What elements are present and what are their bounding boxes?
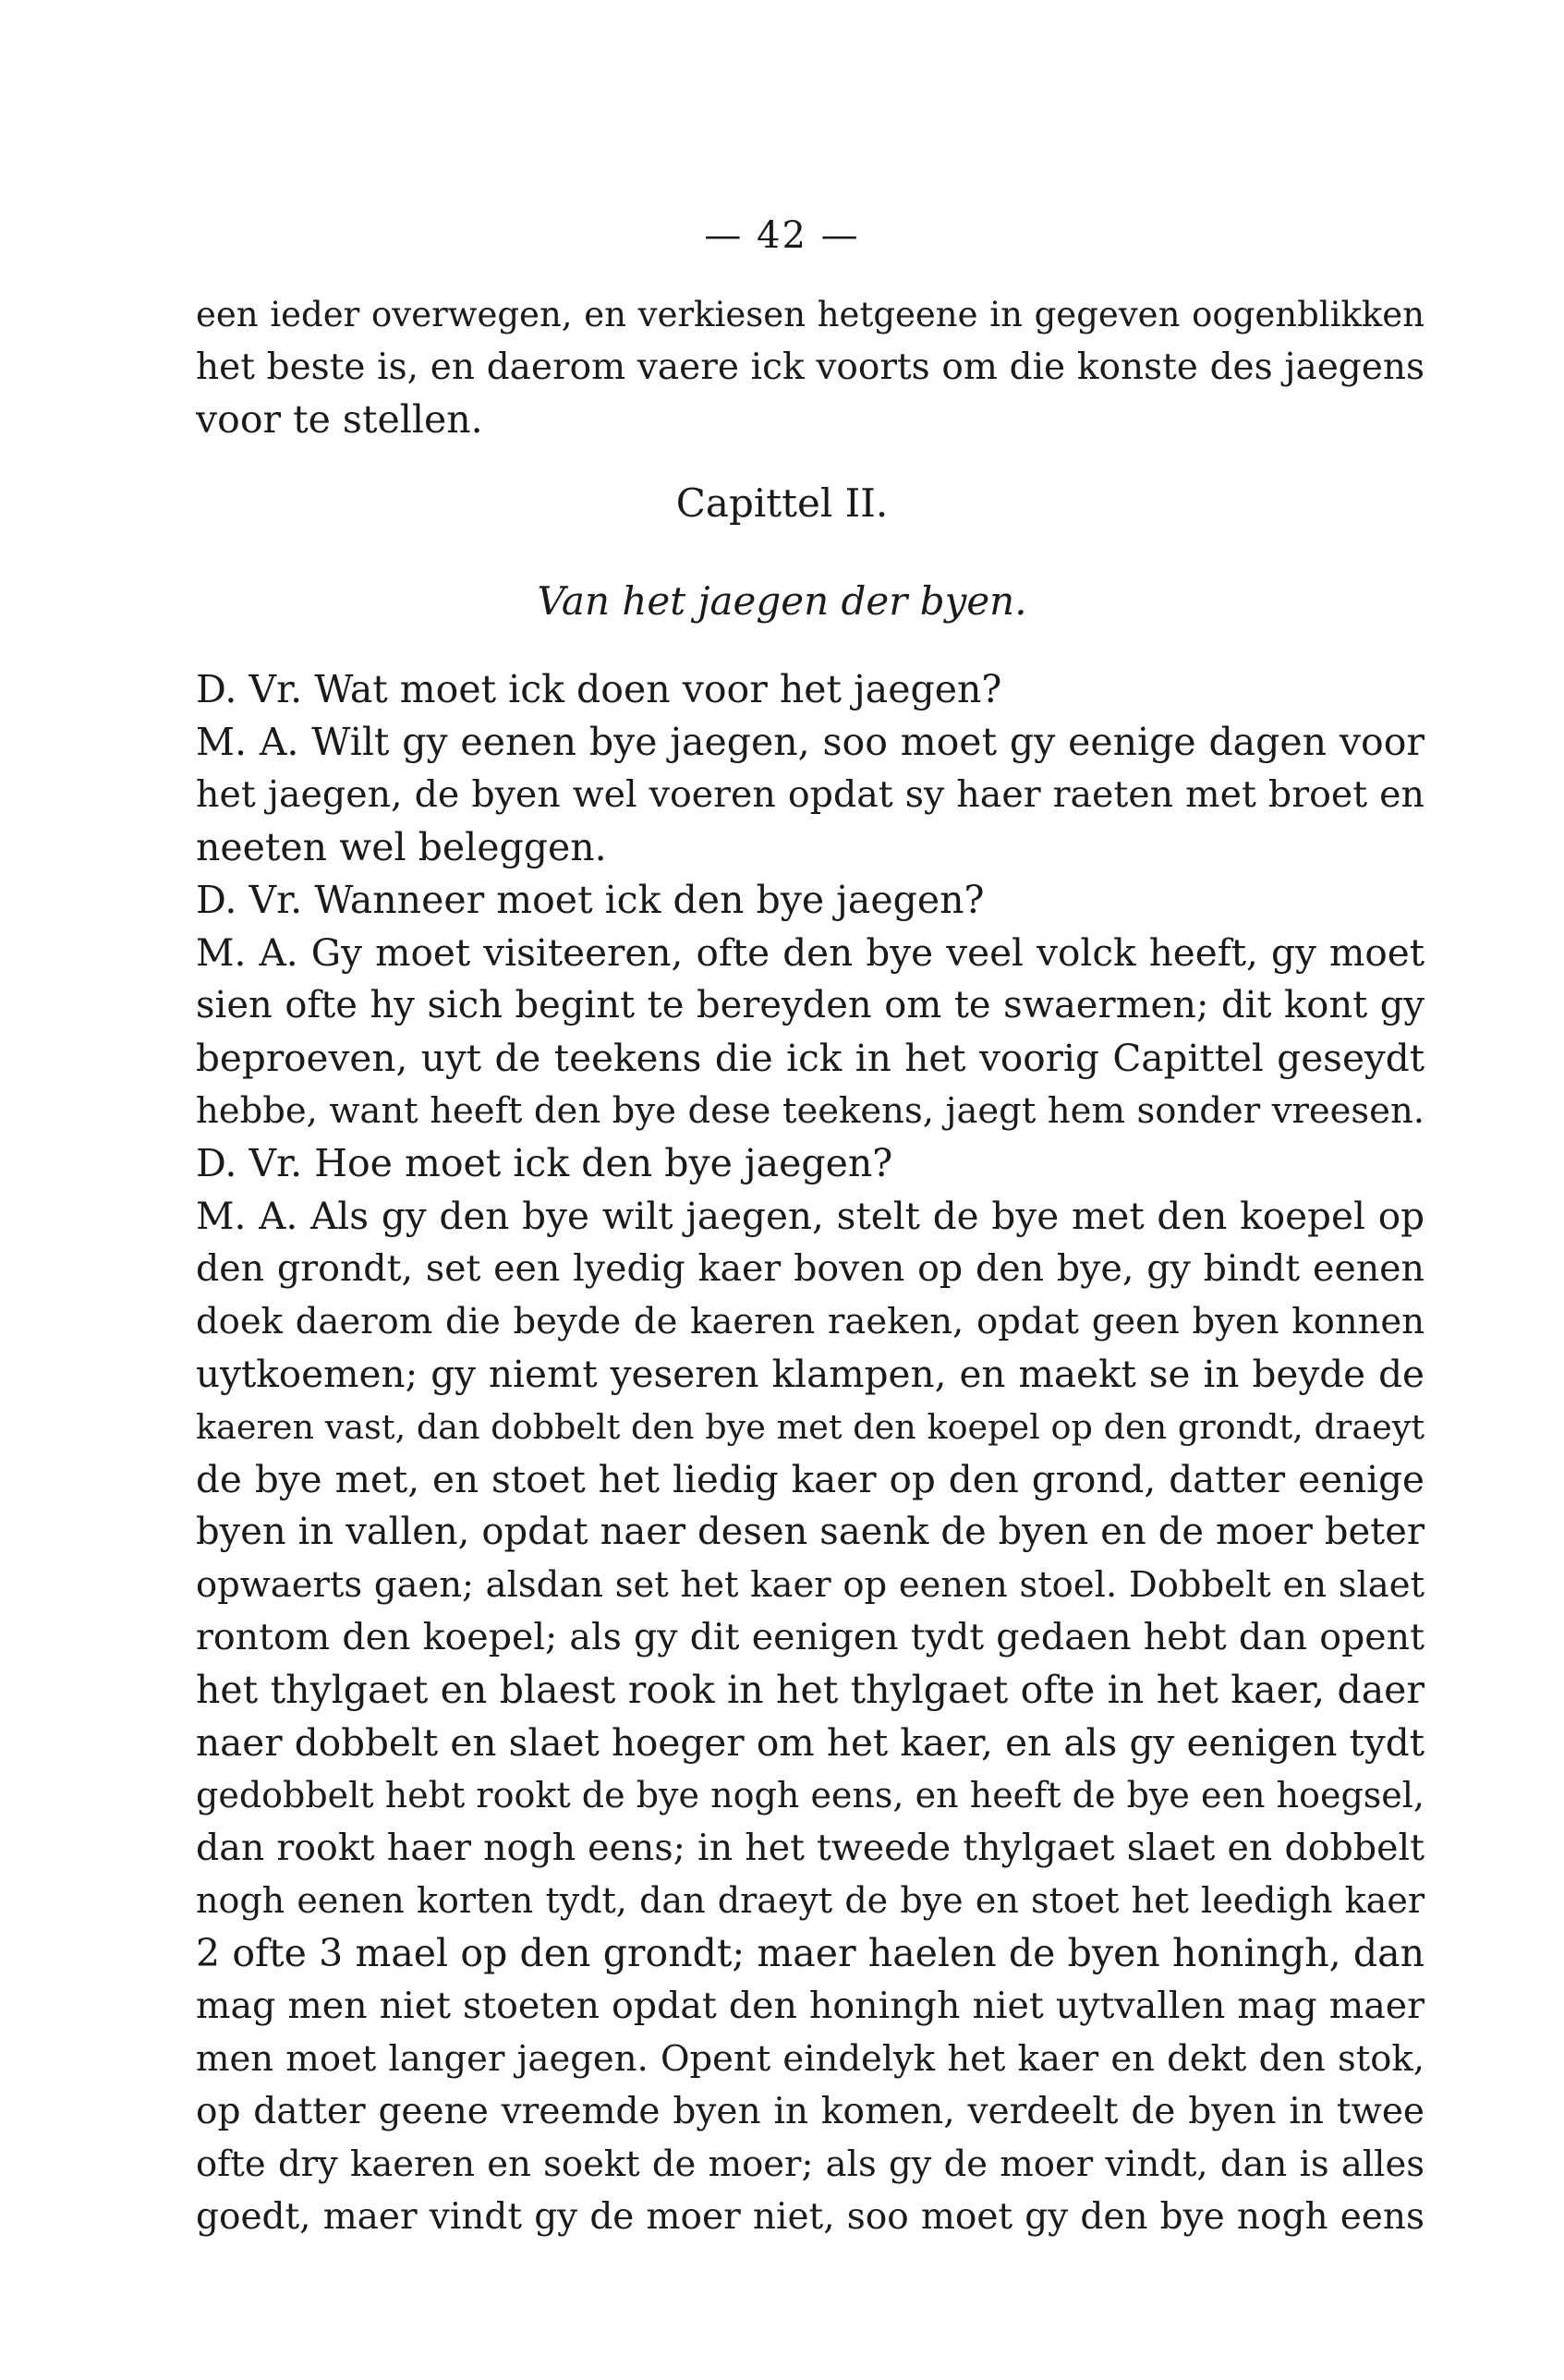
text-line: kaeren vast, dan dobbelt den bye met den koepel op den grondt, draeyt — [196, 1407, 1425, 1447]
text-line: opwaerts gaen; alsdan set het kaer op eenen stoel. Dobbelt en slaet — [196, 1564, 1425, 1606]
text-line: D. Vr. Hoe moet ick den bye jaegen? — [196, 1141, 893, 1185]
text-line: sien ofte hy sich begint te bereyden om te swaermen; dit kont gy — [196, 984, 1425, 1026]
text-line: op datter geene vreemde byen in komen, verdeelt de byen in twee — [196, 2091, 1425, 2132]
text-line: dan rookt haer nogh eens; in het tweede thylgaet slaet en dobbelt — [196, 1827, 1425, 1869]
text-line: neeten wel beleggen. — [196, 825, 607, 869]
text-line: goedt, maer vindt gy de moer niet, soo moet gy den bye nogh eens — [196, 2196, 1425, 2238]
text-line: M. A. Als gy den bye wilt jaegen, stelt de bye met den koepel op — [196, 1194, 1425, 1238]
text-line: doek daerom die beyde de kaeren raeken, opdat geen byen konnen — [196, 1301, 1425, 1342]
text-line: de bye met, en stoet het liedig kaer op den grond, datter eenige — [196, 1457, 1425, 1501]
text-line: 2 ofte 3 mael op den grondt; maer haelen de byen honingh, dan — [196, 1931, 1425, 1975]
text-line: hebbe, want heeft den bye dese teekens, jaegt hem sonder vreesen. — [196, 1090, 1425, 1132]
text-line: rontom den koepel; als gy dit eenigen tydt gedaen hebt dan opent — [196, 1616, 1425, 1658]
text-line: een ieder overwegen, en verkiesen hetgeene in gegeven oogenblikken — [196, 295, 1425, 334]
text-line: gedobbelt hebt rookt de bye nogh eens, en heeft de bye een hoegsel, — [196, 1775, 1425, 1815]
text-line: nogh eenen korten tydt, dan draeyt de bye en stoet het leedigh kaer — [196, 1880, 1425, 1921]
intro-paragraph — [196, 288, 1425, 446]
chapter-heading: Capittel II. — [675, 480, 889, 526]
text-line: den grondt, set een lyedig kaer boven op den bye, gy bindt eenen — [196, 1247, 1425, 1290]
text-line: naer dobbelt en slaet hoeger om het kaer, en als gy eenigen tydt — [196, 1720, 1425, 1765]
text-line: mag men niet stoeten opdat den honingh niet uytvallen mag maer — [196, 1985, 1425, 2027]
text-line: men moet langer jaegen. Opent eindelyk het kaer en dekt den stok, — [196, 2038, 1425, 2080]
chapter-subtitle: Van het jaegen der byen. — [537, 578, 1027, 624]
text-line: het beste is, en daerom vaere ick voorts om die konste des jaegens — [196, 346, 1425, 388]
text-line: M. A. Gy moet visiteeren, ofte den bye veel volck heeft, gy moet — [196, 930, 1425, 975]
text-line: het thylgaet en blaest rook in het thylgaet ofte in het kaer, daer — [196, 1668, 1425, 1712]
text-line: D. Vr. Wanneer moet ick den bye jaegen? — [196, 878, 985, 922]
text-line: het jaegen, de byen wel voeren opdat sy haer raeten met broet en — [196, 773, 1425, 816]
dialogue-text — [196, 663, 1425, 2243]
page-number: — 42 — — [704, 214, 860, 257]
text-line: beproeven, uyt de teekens die ick in het voorig Capittel geseydt — [196, 1036, 1425, 1080]
text-line: D. Vr. Wat moet ick doen voor het jaegen? — [196, 667, 1002, 711]
text-line: voor te stellen. — [196, 397, 483, 442]
text-line: uytkoemen; gy niemt yeseren klampen, en maekt se in beyde de — [196, 1352, 1425, 1396]
text-line: M. A. Wilt gy eenen bye jaegen, soo moet gy eenige dagen voor — [196, 720, 1425, 764]
text-line: ofte dry kaeren en soekt de moer; als gy de moer vindt, dan is alles — [196, 2143, 1425, 2185]
text-line: byen in vallen, opdat naer desen saenk de byen en de moer beter — [196, 1511, 1425, 1553]
